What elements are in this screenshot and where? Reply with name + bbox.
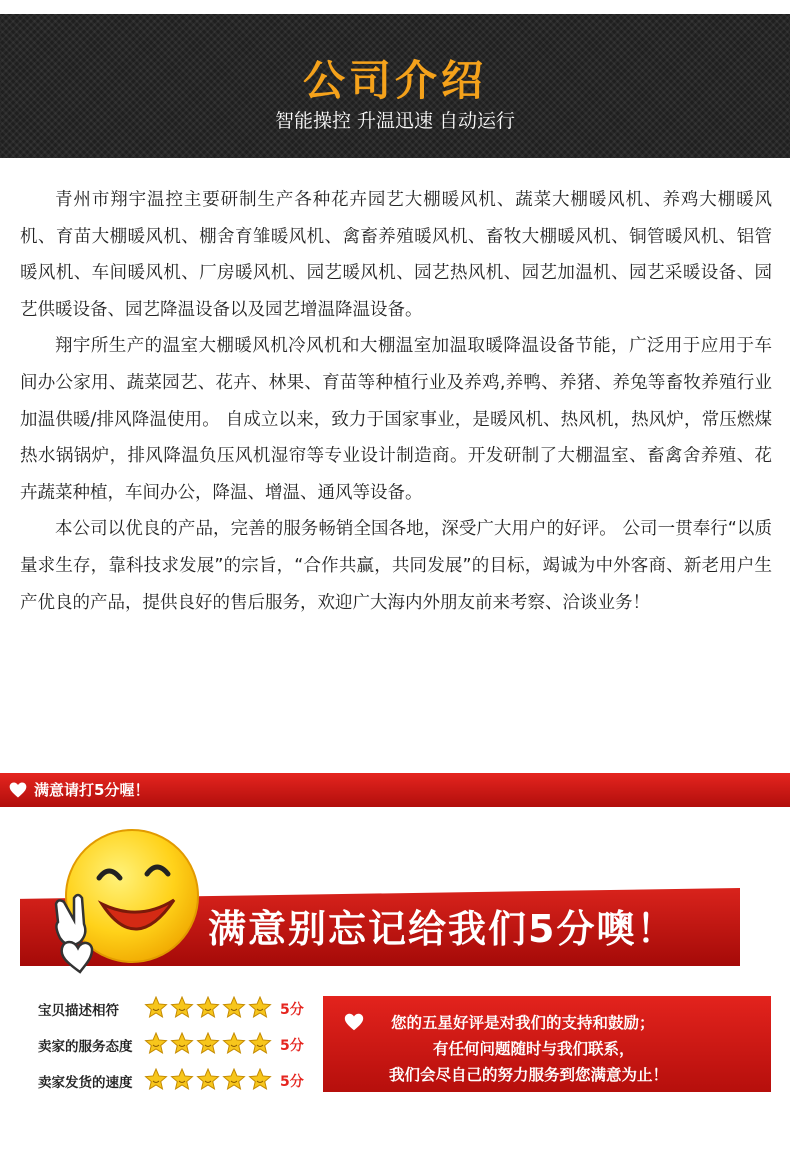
intro-paragraph-2: 翔宇所生产的温室大棚暖风机冷风机和大棚温室加温取暖降温设备节能，广泛用于应用于车间办公家用、蔬菜园艺、花卉、林果、育苗等种植行业及养鸡,养鸭、养猪、养兔等畜牧养殖行业加温供暖/排风降温使用。 自成立以来，致力于国家事业，是暖风机、热风机，热风炉，常压燃煤热水锅锅炉，排风降温负压风机湿帘等专业设计制造商。开发研制了大棚温室、畜禽舍养殖、花卉蔬菜种植，车间办公，降温、增温、通风等设备。 — [20, 336, 772, 503]
star-icon — [172, 1069, 193, 1089]
header-banner — [0, 14, 790, 158]
star-icon — [146, 997, 167, 1017]
star-icon — [224, 1069, 245, 1089]
intro-paragraph-1: 青州市翔宇温控主要研制生产各种花卉园艺大棚暖风机、蔬菜大棚暖风机、养鸡大棚暖风机、育苗大棚暖风机、棚舍育雏暖风机、禽畜养殖暖风机、畜牧大棚暖风机、铜管暖风机、铝管暖风机、车间暖风机、厂房暖风机、园艺暖风机、园艺热风机、园艺加温机、园艺采暖设备、园艺供暖设备、园艺降温设备以及园艺增温降温设备。 — [20, 190, 772, 320]
heart-icon — [8, 780, 28, 800]
heart-icon — [343, 1011, 365, 1033]
star-icon — [224, 997, 245, 1017]
star-icon — [250, 1033, 271, 1053]
intro-paragraph-3: 本公司以优良的产品，完善的服务畅销全国各地，深受广大用户的好评。 公司一贯奉行“以质量求生存，靠科技求发展”的宗旨，“合作共赢，共同发展”的目标，竭诚为中外客商、新老用户生产优良的产品，提供良好的售后服务，欢迎广大海内外朋友前来考察、洽谈业务！ — [20, 519, 772, 613]
rating-row — [38, 1068, 328, 1092]
message-line: 我们会尽自己的努力服务到您满意为止！ — [389, 1066, 669, 1084]
rating-score: 5分 — [280, 1074, 304, 1090]
star-rating — [144, 996, 274, 1020]
star-rating — [144, 1068, 274, 1092]
star-rating — [144, 1032, 274, 1056]
rating-reminder-bar — [0, 773, 790, 807]
star-icon — [250, 997, 271, 1017]
star-icon — [172, 1033, 193, 1053]
star-icon — [146, 1033, 167, 1053]
rating-row — [38, 996, 328, 1020]
star-icon — [198, 1069, 219, 1089]
star-icon — [198, 997, 219, 1017]
rating-score: 5分 — [280, 1038, 304, 1054]
thank-you-message-box — [323, 996, 771, 1092]
star-icon — [198, 1033, 219, 1053]
company-introduction — [20, 182, 772, 621]
star-icon — [146, 1069, 167, 1089]
star-icon — [224, 1033, 245, 1053]
star-icon — [250, 1069, 271, 1089]
message-line: 有任何问题随时与我们联系， — [433, 1040, 635, 1058]
page-title: 公司介绍 — [302, 56, 487, 105]
slogan-text: 满意别忘记给我们5分噢！ — [208, 907, 677, 951]
rating-reminder-text: 满意请打5分喔！ — [34, 781, 150, 799]
rating-label: 宝贝描述相符 — [38, 1003, 119, 1019]
message-line: 您的五星好评是对我们的支持和鼓励； — [391, 1014, 655, 1032]
rating-label: 卖家发货的速度 — [38, 1075, 133, 1091]
rating-row — [38, 1032, 328, 1056]
page-subtitle: 智能操控 升温迅速 自动运行 — [274, 110, 516, 132]
smiley-face-icon — [44, 826, 204, 986]
rating-label: 卖家的服务态度 — [38, 1039, 133, 1055]
rating-score: 5分 — [280, 1002, 304, 1018]
star-icon — [172, 997, 193, 1017]
